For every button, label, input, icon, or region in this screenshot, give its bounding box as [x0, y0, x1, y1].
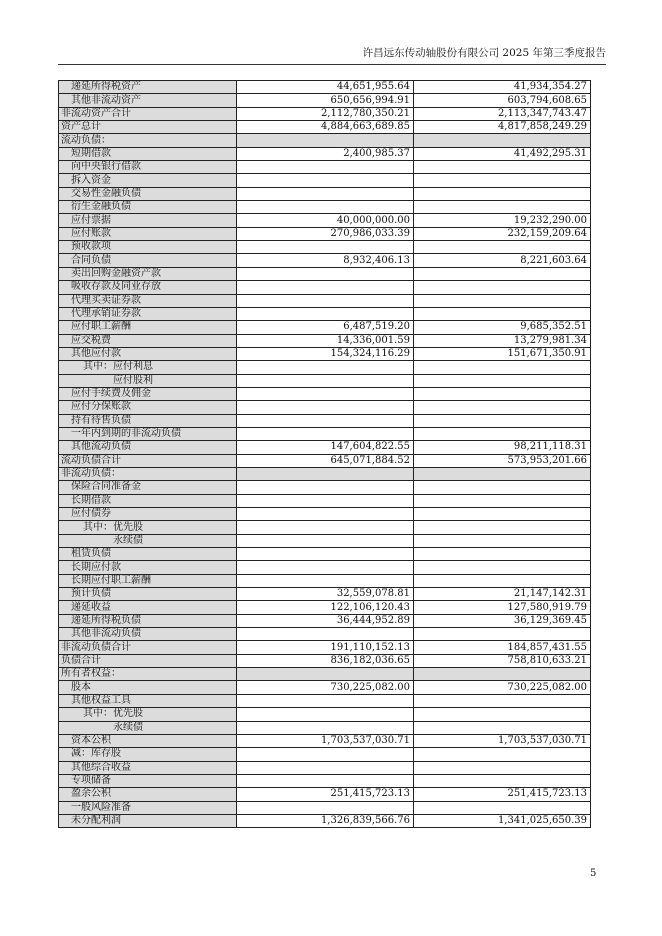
prior-period-value: [414, 427, 591, 440]
table-row: [59, 387, 591, 400]
table-row: [59, 374, 591, 387]
current-period-value: [237, 708, 414, 721]
row-label: 拆入资金: [59, 174, 237, 187]
row-label: 递延收益: [59, 601, 237, 614]
table-row: [59, 254, 591, 267]
table-row: [59, 668, 591, 681]
row-label: 向中央银行借款: [59, 161, 237, 174]
current-period-value: 1,326,839,566.76: [237, 814, 414, 827]
prior-period-value: [414, 628, 591, 641]
row-label: 吸收存款及同业存放: [59, 281, 237, 294]
prior-period-value: 184,857,431.55: [414, 641, 591, 654]
row-label: 预计负债: [59, 588, 237, 601]
prior-period-value: [414, 467, 591, 480]
table-row: [59, 401, 591, 414]
table-row: [59, 628, 591, 641]
table-row: [59, 641, 591, 654]
table-row: [59, 614, 591, 627]
table-row: [59, 721, 591, 734]
prior-period-value: [414, 241, 591, 254]
row-label: 其他非流动负债: [59, 628, 237, 641]
current-period-value: [237, 307, 414, 320]
prior-period-value: [414, 201, 591, 214]
current-period-value: [237, 174, 414, 187]
table-row: [59, 521, 591, 534]
current-period-value: [237, 427, 414, 440]
row-label: 负债合计: [59, 654, 237, 667]
row-label: 递延所得税资产: [59, 81, 237, 94]
current-period-value: 270,986,033.39: [237, 227, 414, 240]
row-label: 长期借款: [59, 494, 237, 507]
table-row: [59, 481, 591, 494]
table-row: [59, 281, 591, 294]
current-period-value: 44,651,955.64: [237, 81, 414, 94]
row-label: 长期应付款: [59, 561, 237, 574]
prior-period-value: 730,225,082.00: [414, 681, 591, 694]
row-label: 减：库存股: [59, 748, 237, 761]
prior-period-value: [414, 668, 591, 681]
prior-period-value: [414, 494, 591, 507]
row-label: 非流动资产合计: [59, 107, 237, 120]
row-label: 应交税费: [59, 334, 237, 347]
prior-period-value: [414, 521, 591, 534]
table-row: [59, 534, 591, 547]
current-period-value: [237, 481, 414, 494]
prior-period-value: [414, 307, 591, 320]
prior-period-value: [414, 774, 591, 787]
prior-period-value: [414, 414, 591, 427]
current-period-value: 2,112,780,350.21: [237, 107, 414, 120]
current-period-value: [237, 281, 414, 294]
current-period-value: 14,336,001.59: [237, 334, 414, 347]
prior-period-value: 41,492,295.31: [414, 147, 591, 160]
prior-period-value: [414, 361, 591, 374]
table-row: [59, 561, 591, 574]
row-label: 其他权益工具: [59, 694, 237, 707]
row-label: 永续债: [59, 721, 237, 734]
prior-period-value: 1,703,537,030.71: [414, 734, 591, 747]
page-number: 5: [590, 868, 597, 879]
prior-period-value: [414, 267, 591, 280]
row-label: 代理买卖证券款: [59, 294, 237, 307]
row-label: 衍生金融负债: [59, 201, 237, 214]
table-row: [59, 508, 591, 521]
current-period-value: 645,071,884.52: [237, 454, 414, 467]
prior-period-value: 4,817,858,249.29: [414, 121, 591, 134]
row-label: 其中：优先股: [59, 708, 237, 721]
table-row: [59, 654, 591, 667]
prior-period-value: 758,810,633.21: [414, 654, 591, 667]
prior-period-value: [414, 721, 591, 734]
prior-period-value: [414, 508, 591, 521]
table-row: [59, 81, 591, 94]
table-row: [59, 187, 591, 200]
prior-period-value: [414, 134, 591, 147]
prior-period-value: [414, 748, 591, 761]
table-row: [59, 801, 591, 814]
prior-period-value: 603,794,608.65: [414, 94, 591, 107]
row-label: 股本: [59, 681, 237, 694]
current-period-value: [237, 494, 414, 507]
current-period-value: [237, 721, 414, 734]
row-label: 应付票据: [59, 214, 237, 227]
current-period-value: [237, 694, 414, 707]
current-period-value: [237, 574, 414, 587]
row-label: 其他应付款: [59, 347, 237, 360]
row-label: 非流动负债合计: [59, 641, 237, 654]
table-row: [59, 414, 591, 427]
prior-period-value: 573,953,201.66: [414, 454, 591, 467]
prior-period-value: [414, 294, 591, 307]
prior-period-value: [414, 801, 591, 814]
current-period-value: 40,000,000.00: [237, 214, 414, 227]
prior-period-value: 98,211,118.31: [414, 441, 591, 454]
row-label: 未分配利润: [59, 814, 237, 827]
row-label: 其他流动负债: [59, 441, 237, 454]
current-period-value: [237, 801, 414, 814]
current-period-value: 6,487,519.20: [237, 321, 414, 334]
row-label: 合同负债: [59, 254, 237, 267]
row-label: 其中：应付利息: [59, 361, 237, 374]
table-row: [59, 494, 591, 507]
table-row: [59, 107, 591, 120]
row-label: 所有者权益：: [59, 668, 237, 681]
prior-period-value: 36,129,369.45: [414, 614, 591, 627]
prior-period-value: [414, 694, 591, 707]
prior-period-value: 9,685,352.51: [414, 321, 591, 334]
prior-period-value: 1,341,025,650.39: [414, 814, 591, 827]
current-period-value: [237, 561, 414, 574]
prior-period-value: 19,232,290.00: [414, 214, 591, 227]
current-period-value: [237, 548, 414, 561]
current-period-value: [237, 241, 414, 254]
current-period-value: [237, 467, 414, 480]
table-row: [59, 294, 591, 307]
prior-period-value: [414, 387, 591, 400]
table-row: [59, 147, 591, 160]
prior-period-value: 127,580,919.79: [414, 601, 591, 614]
current-period-value: 730,225,082.00: [237, 681, 414, 694]
row-label: 永续债: [59, 534, 237, 547]
prior-period-value: [414, 187, 591, 200]
row-label: 专项储备: [59, 774, 237, 787]
row-label: 应付债券: [59, 508, 237, 521]
current-period-value: 147,604,822.55: [237, 441, 414, 454]
current-period-value: 836,182,036.65: [237, 654, 414, 667]
row-label: 资本公积: [59, 734, 237, 747]
current-period-value: 650,656,994.91: [237, 94, 414, 107]
table-row: [59, 694, 591, 707]
table-row: [59, 94, 591, 107]
current-period-value: [237, 628, 414, 641]
table-row: [59, 334, 591, 347]
prior-period-value: [414, 481, 591, 494]
table-row: [59, 241, 591, 254]
table-row: [59, 574, 591, 587]
prior-period-value: [414, 708, 591, 721]
row-label: 短期借款: [59, 147, 237, 160]
current-period-value: [237, 201, 414, 214]
table-row: [59, 761, 591, 774]
table-row: [59, 788, 591, 801]
row-label: 递延所得税负债: [59, 614, 237, 627]
row-label: 保险合同准备金: [59, 481, 237, 494]
table-row: [59, 361, 591, 374]
current-period-value: [237, 387, 414, 400]
table-row: [59, 427, 591, 440]
prior-period-value: [414, 548, 591, 561]
table-row: [59, 321, 591, 334]
row-label: 长期应付职工薪酬: [59, 574, 237, 587]
row-label: 交易性金融负债: [59, 187, 237, 200]
table-row: [59, 454, 591, 467]
table-row: [59, 708, 591, 721]
row-label: 应付股利: [59, 374, 237, 387]
current-period-value: [237, 361, 414, 374]
prior-period-value: [414, 761, 591, 774]
prior-period-value: 251,415,723.13: [414, 788, 591, 801]
table-row: [59, 748, 591, 761]
balance-sheet-body: [59, 81, 591, 828]
prior-period-value: 2,113,347,743.47: [414, 107, 591, 120]
current-period-value: [237, 267, 414, 280]
prior-period-value: 41,934,354.27: [414, 81, 591, 94]
prior-period-value: [414, 161, 591, 174]
current-period-value: [237, 187, 414, 200]
row-label: 流动负债合计: [59, 454, 237, 467]
table-row: [59, 174, 591, 187]
row-label: 其他非流动资产: [59, 94, 237, 107]
prior-period-value: [414, 534, 591, 547]
table-row: [59, 441, 591, 454]
current-period-value: 191,110,152.13: [237, 641, 414, 654]
current-period-value: [237, 294, 414, 307]
table-row: [59, 601, 591, 614]
current-period-value: 1,703,537,030.71: [237, 734, 414, 747]
row-label: 租赁负债: [59, 548, 237, 561]
current-period-value: [237, 761, 414, 774]
row-label: 应付分保账款: [59, 401, 237, 414]
row-label: 盈余公积: [59, 788, 237, 801]
table-row: [59, 814, 591, 827]
current-period-value: 2,400,985.37: [237, 147, 414, 160]
row-label: 代理承销证券款: [59, 307, 237, 320]
row-label: 应付账款: [59, 227, 237, 240]
table-row: [59, 201, 591, 214]
row-label: 卖出回购金融资产款: [59, 267, 237, 280]
table-row: [59, 214, 591, 227]
table-row: [59, 161, 591, 174]
table-row: [59, 134, 591, 147]
row-label: 应付手续费及佣金: [59, 387, 237, 400]
table-row: [59, 467, 591, 480]
prior-period-value: 21,147,142.31: [414, 588, 591, 601]
table-row: [59, 307, 591, 320]
current-period-value: 32,559,078.81: [237, 588, 414, 601]
row-label: 一般风险准备: [59, 801, 237, 814]
table-row: [59, 734, 591, 747]
prior-period-value: 8,221,603.64: [414, 254, 591, 267]
table-row: [59, 548, 591, 561]
table-row: [59, 774, 591, 787]
current-period-value: 4,884,663,689.85: [237, 121, 414, 134]
row-label: 预收款项: [59, 241, 237, 254]
current-period-value: [237, 521, 414, 534]
row-label: 应付职工薪酬: [59, 321, 237, 334]
current-period-value: 36,444,952.89: [237, 614, 414, 627]
current-period-value: 154,324,116.29: [237, 347, 414, 360]
prior-period-value: [414, 174, 591, 187]
current-period-value: [237, 134, 414, 147]
table-row: [59, 681, 591, 694]
table-row: [59, 121, 591, 134]
prior-period-value: [414, 281, 591, 294]
current-period-value: [237, 534, 414, 547]
current-period-value: [237, 414, 414, 427]
table-row: [59, 227, 591, 240]
current-period-value: [237, 774, 414, 787]
balance-sheet-table: [58, 80, 591, 828]
row-label: 其他综合收益: [59, 761, 237, 774]
current-period-value: [237, 668, 414, 681]
row-label: 非流动负债：: [59, 467, 237, 480]
current-period-value: [237, 508, 414, 521]
current-period-value: 122,106,120.43: [237, 601, 414, 614]
prior-period-value: 151,671,350.91: [414, 347, 591, 360]
table-row: [59, 347, 591, 360]
prior-period-value: [414, 561, 591, 574]
prior-period-value: 13,279,981.34: [414, 334, 591, 347]
current-period-value: [237, 161, 414, 174]
current-period-value: 251,415,723.13: [237, 788, 414, 801]
prior-period-value: [414, 574, 591, 587]
prior-period-value: [414, 401, 591, 414]
row-label: 资产总计: [59, 121, 237, 134]
current-period-value: [237, 401, 414, 414]
current-period-value: [237, 374, 414, 387]
current-period-value: 8,932,406.13: [237, 254, 414, 267]
row-label: 流动负债：: [59, 134, 237, 147]
prior-period-value: 232,159,209.64: [414, 227, 591, 240]
report-header: 许昌远东传动轴股份有限公司 2025 年第三季度报告: [362, 47, 606, 59]
row-label: 其中：优先股: [59, 521, 237, 534]
table-row: [59, 267, 591, 280]
header-divider: [58, 64, 606, 65]
table-row: [59, 588, 591, 601]
row-label: 一年内到期的非流动负债: [59, 427, 237, 440]
prior-period-value: [414, 374, 591, 387]
current-period-value: [237, 748, 414, 761]
row-label: 持有待售负债: [59, 414, 237, 427]
